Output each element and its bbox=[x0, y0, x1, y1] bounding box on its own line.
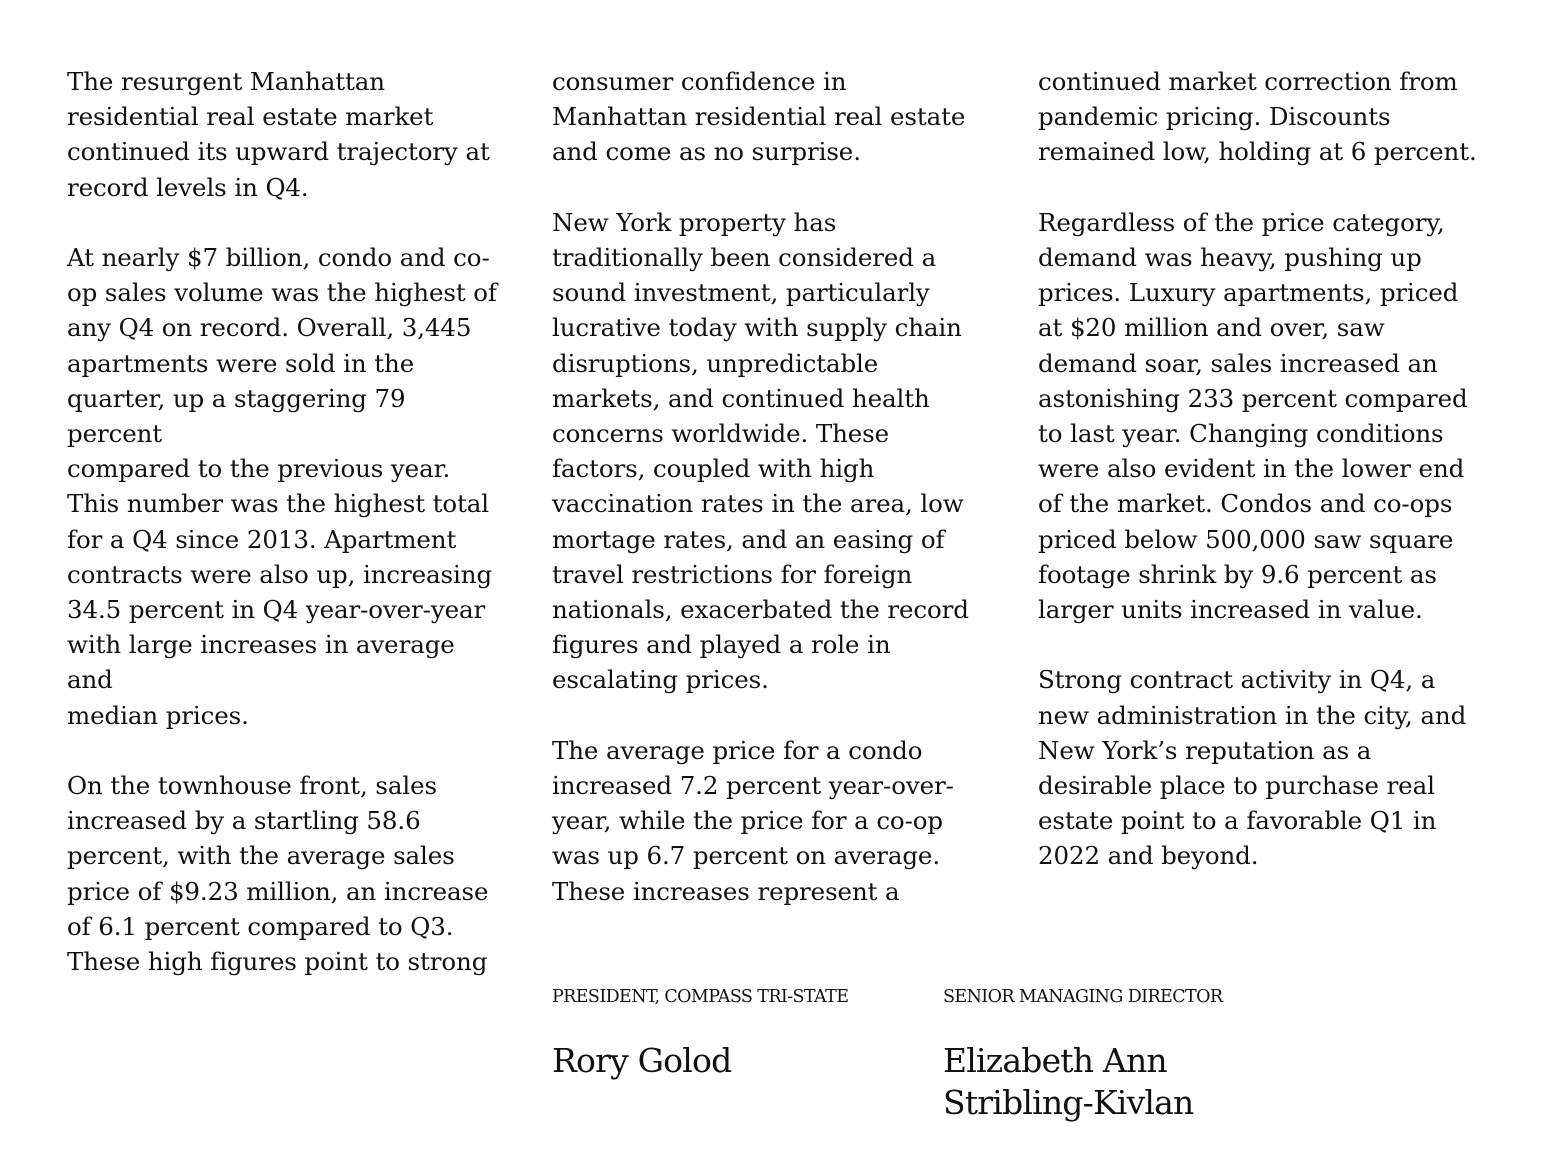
paragraph: At nearly $7 billion, condo and co- op sales volume was the highest of any Q4 on record. Overall, 3,445 apartments were sold in the quarter, up a staggering 79 percent compared to the previous year. This number was the highest total for a Q4 since 2013. Apartment contracts were also up, increasing 34.5 percent in Q4 year-over-year with large increases in average and median prices. bbox=[67, 243, 497, 730]
signature-title: SENIOR MANAGING DIRECTOR bbox=[943, 987, 1223, 1007]
article-column-3 bbox=[1038, 64, 1498, 874]
article-column-1 bbox=[67, 64, 507, 979]
signature-name: Elizabeth Ann Stribling-Kivlan bbox=[943, 1041, 1194, 1122]
signature-name: Rory Golod bbox=[552, 1041, 732, 1080]
signature-block-director bbox=[943, 984, 1222, 1124]
paragraph: On the townhouse front, sales increased by a startling 58.6 percent, with the average sales price of $9.23 million, an increase of 6.1 percent compared to Q3. These high figures point to strong bbox=[67, 771, 489, 977]
paragraph: New York property has traditionally been considered a sound investment, particularly lucrative today with supply chain disruptions, unpredictable markets, and continued health concerns worldwide. These factors, coupled with high vaccination rates in the area, low mortage rates, and an easing of travel restrictions for foreign nationals, exacerbated the record figures and played a role in escalating prices. bbox=[552, 207, 969, 695]
paragraph: The resurgent Manhattan residential real estate market continued its upward trajectory at record levels in Q4. bbox=[67, 67, 490, 202]
paragraph: The average price for a condo increased 7.2 percent year-over- year, while the price for a co-op was up 6.7 percent on average. These increases represent a bbox=[552, 735, 954, 906]
signature-title: PRESIDENT, COMPASS TRI-STATE bbox=[552, 987, 849, 1007]
article-column-2 bbox=[552, 64, 982, 909]
signature-block-president bbox=[552, 984, 848, 1082]
paragraph: Strong contract activity in Q4, a new administration in the city, and New York’s reputation as a desirable place to purchase real estate point to a favorable Q1 in 2022 and beyond. bbox=[1038, 665, 1467, 871]
paragraph: consumer confidence in Manhattan residential real estate and come as no surprise. bbox=[552, 67, 966, 167]
paragraph: continued market correction from pandemic pricing. Discounts remained low, holding at 6 percent. bbox=[1038, 67, 1477, 167]
paragraph: Regardless of the price category, demand was heavy, pushing up prices. Luxury apartments, priced at $20 million and over, saw demand soar, sales increased an astonishing 233 percent compared to last year. Changing conditions were also evident in the lower end of the market. Condos and co-ops priced below 500,000 saw square footage shrink by 9.6 percent as larger units increased in value. bbox=[1038, 207, 1468, 625]
